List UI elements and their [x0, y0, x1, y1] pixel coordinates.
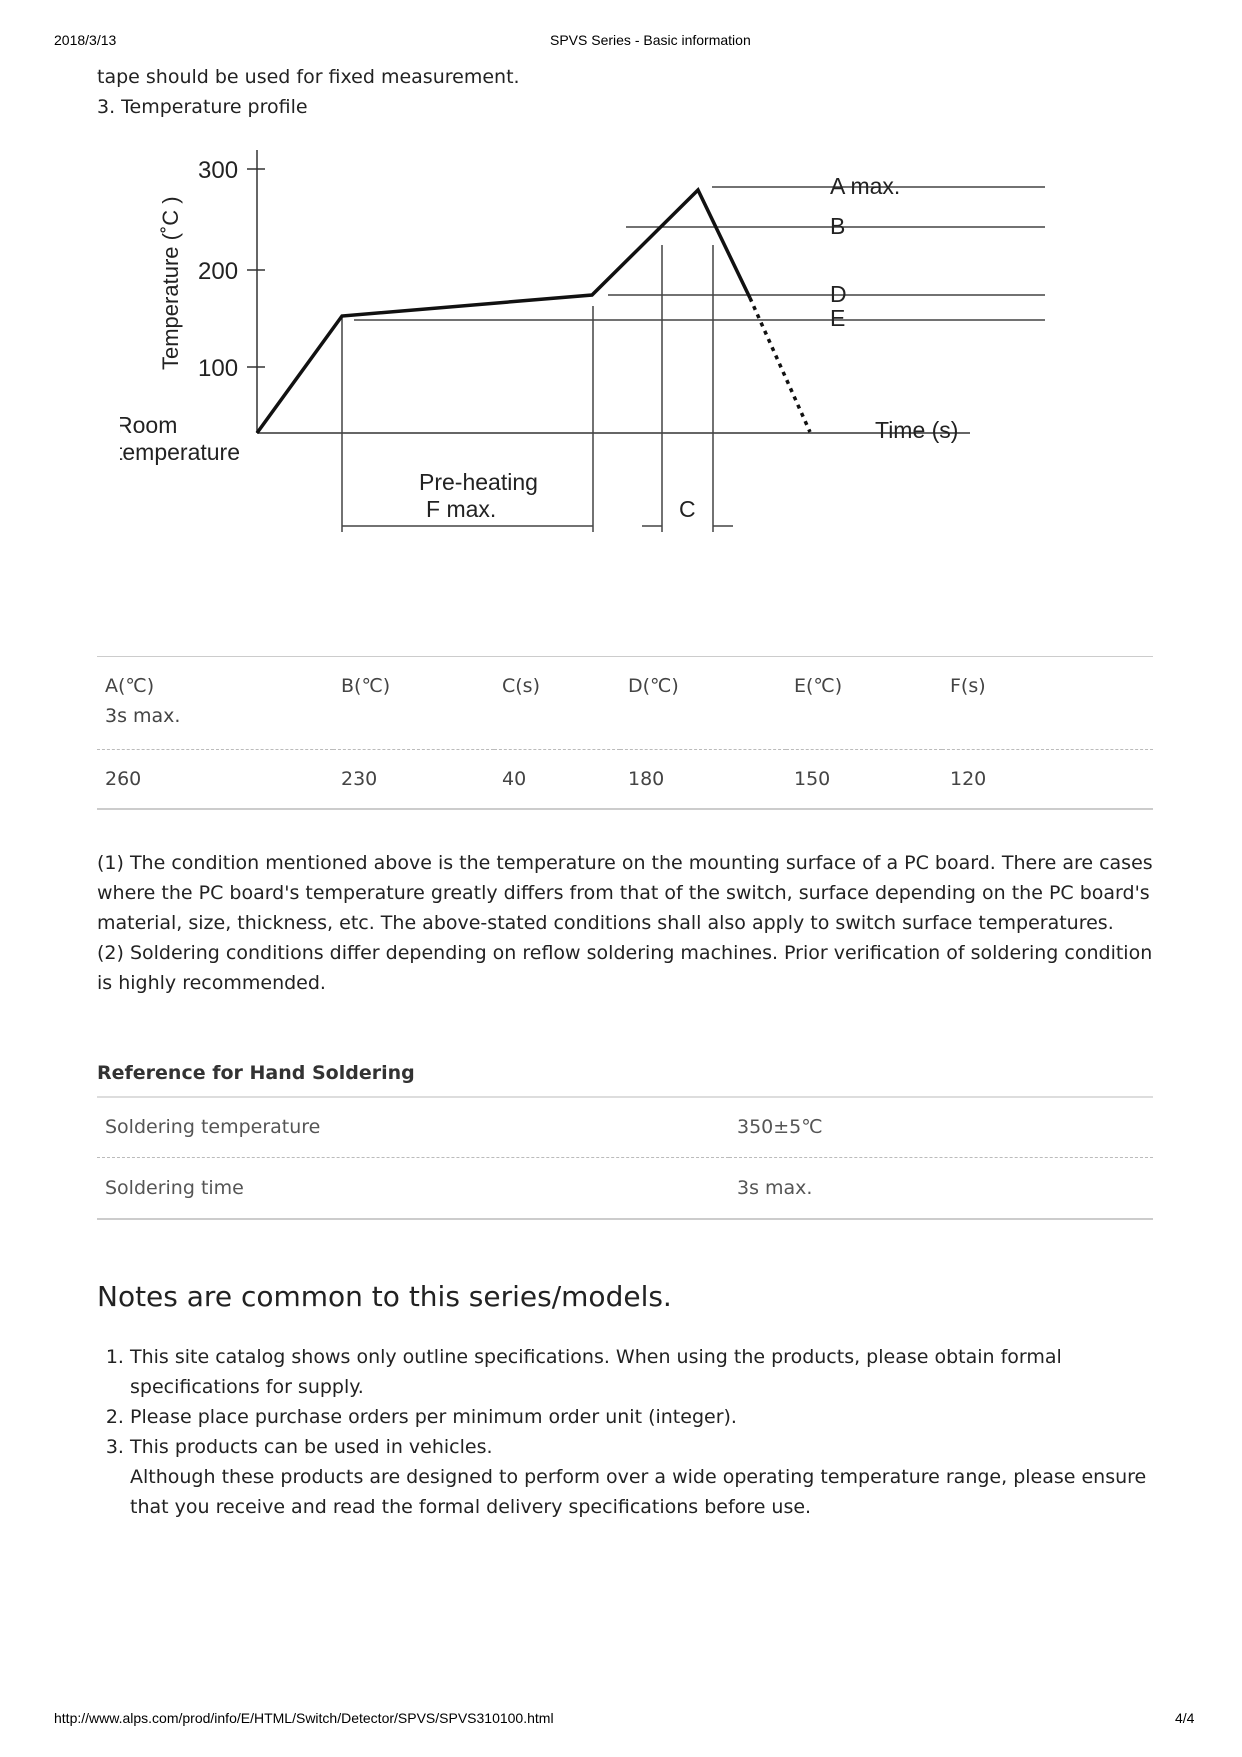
- value-a: 260: [105, 768, 142, 790]
- value-e: 150: [794, 768, 831, 790]
- header-d: D(℃): [620, 657, 786, 750]
- soldering-time-label: Soldering time: [105, 1177, 244, 1199]
- page-number: 4/4: [1175, 1710, 1195, 1726]
- table-row: [97, 1158, 1153, 1220]
- note-3-extra: Although these products are designed to perform over a wide operating temperature range, please ensure that you receive and read the formal delivery specifications before use.: [130, 1466, 1147, 1518]
- marker-a-label: A max.: [830, 173, 901, 199]
- x-axis-label: Time (s): [875, 417, 959, 443]
- value-b: 230: [341, 768, 378, 790]
- y-tick-100: 100: [198, 355, 239, 382]
- y-tick-300: 300: [198, 157, 239, 184]
- preheat-label-1: Pre-heating: [419, 469, 538, 495]
- marker-c-label: C: [679, 496, 696, 522]
- value-d: 180: [628, 768, 665, 790]
- header-e: E(℃): [786, 657, 942, 750]
- soldering-time-value: 3s max.: [737, 1177, 813, 1199]
- marker-e-label: E: [830, 305, 846, 331]
- header-f: F(s): [942, 657, 1153, 750]
- print-date: 2018/3/13: [54, 32, 117, 48]
- marker-b-label: B: [830, 213, 846, 239]
- header-a: A(℃) 3s max.: [97, 657, 333, 750]
- table-row: [97, 1097, 1153, 1158]
- notes-list: [97, 1342, 1186, 1522]
- soldering-temperature-value: 350±5℃: [729, 1097, 1153, 1158]
- list-item: 1. This site catalog shows only outline specifications. When using the products, please obtain formal specifications for supply.: [130, 1342, 1186, 1402]
- value-c: 40: [502, 768, 527, 790]
- value-f: 120: [950, 768, 987, 790]
- intro-line-1: tape should be used for fixed measurement.: [97, 66, 520, 88]
- y-tick-200: 200: [198, 258, 239, 285]
- table-row: [97, 750, 1153, 810]
- condition-2: (2) Soldering conditions differ depending on reflow soldering machines. Prior verification of soldering condition is highly recommended.: [97, 942, 1153, 994]
- list-item: 3. This products can be used in vehicles. Although these products are designed to perform over a wide operating temperature range, please ensure that you receive and read the formal delivery specifications before use.: [130, 1432, 1186, 1522]
- room-temp-label-1: Room: [120, 412, 178, 438]
- notes-heading: Notes are common to this series/models.: [97, 1280, 672, 1313]
- intro-text: [97, 62, 1153, 122]
- hand-soldering-title: Reference for Hand Soldering: [97, 1058, 1153, 1098]
- list-item: 2. Please place purchase orders per minimum order unit (integer).: [130, 1402, 1186, 1432]
- page-url: http://www.alps.com/prod/info/E/HTML/Switch/Detector/SPVS/SPVS310100.html: [54, 1710, 554, 1726]
- header-b: B(℃): [333, 657, 494, 750]
- print-page-title: SPVS Series - Basic information: [550, 32, 751, 48]
- temperature-profile-diagram: [120, 150, 1100, 610]
- marker-d-label: D: [830, 281, 847, 307]
- table-header-row: [97, 657, 1153, 750]
- hand-soldering-table: [97, 1097, 1153, 1220]
- y-axis-label: Temperature (˚C ): [158, 196, 183, 370]
- temperature-profile-heading: 3. Temperature profile: [97, 96, 308, 118]
- reflow-spec-table: [97, 656, 1153, 810]
- room-temp-label-2: temperature: [120, 439, 241, 465]
- header-c: C(s): [494, 657, 620, 750]
- condition-1: (1) The condition mentioned above is the temperature on the mounting surface of a PC board. There are cases where the PC board's temperature greatly differs from that of the switch, surface depending on the PC board's material, size, thickness, etc. The above-stated conditions shall also apply to switch surface temperatures.: [97, 852, 1153, 934]
- soldering-temperature-label: Soldering temperature: [97, 1097, 729, 1158]
- preheat-label-2: F max.: [426, 496, 497, 522]
- conditions-text: [97, 848, 1153, 998]
